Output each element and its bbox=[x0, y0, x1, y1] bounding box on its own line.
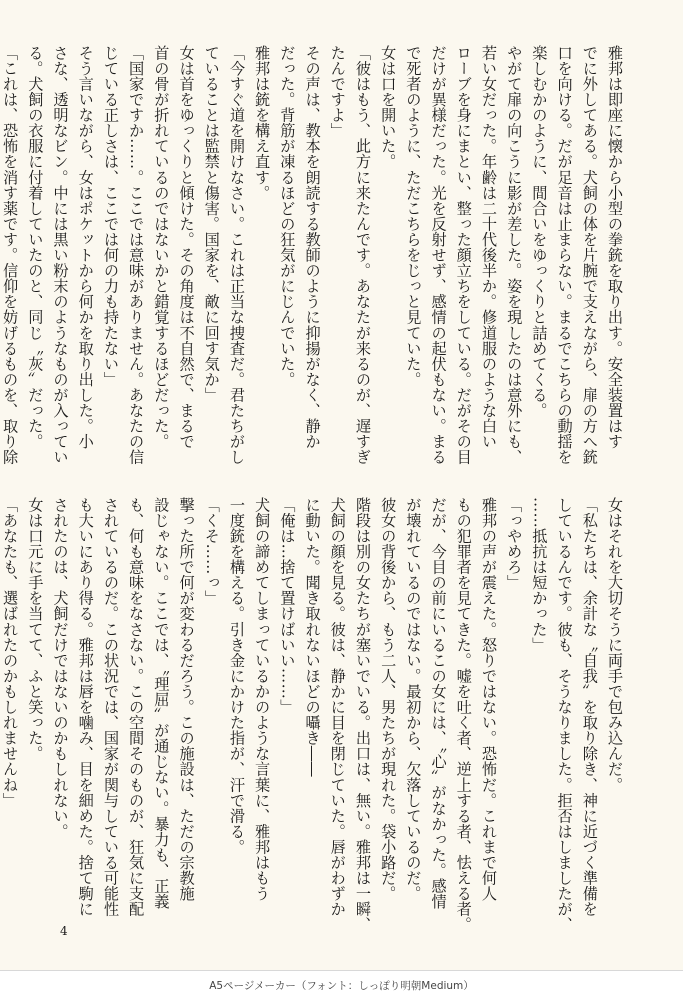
text-line: そう言いながら、女はポケットから何かを取り出した。小 bbox=[76, 45, 95, 450]
text-line: ていることは監禁と傷害。国家を、敵に回す気か」 bbox=[202, 45, 221, 403]
text-line: だった。背筋が凍るほどの狂気がにじんでいた。 bbox=[278, 45, 297, 388]
lower-text-block bbox=[0, 497, 627, 933]
text-line: 彼女の背後から、もう二人、男たちが現れた。袋小路だ。 bbox=[379, 497, 398, 902]
text-line: もの犯罪者を見てきた。嘘を吐く者、逆上する者、怯える者。 bbox=[454, 497, 473, 933]
text-line: 「俺は…捨て置けばいい……」 bbox=[278, 497, 297, 715]
text-line: 口を向ける。だが足音は止まらない。まるでこちらの動揺を bbox=[555, 45, 574, 465]
text-line: ローブを身にまとい、整った顔立ちをしている。だがその目 bbox=[454, 45, 473, 465]
text-line: だけが異様だった。光を反射せず、感情の起伏もない。まる bbox=[429, 45, 448, 465]
text-line: 「彼はもう、此方に来たんです。あなたが来るのが、遅すぎ bbox=[353, 45, 372, 465]
footer-divider bbox=[0, 970, 683, 971]
upper-text-block bbox=[0, 45, 627, 475]
text-line: も、何も意味をなさない。この空間そのものが、狂気に支配 bbox=[127, 497, 146, 917]
text-line: 楽しむかのように、間合いをゆっくりと詰めてくる。 bbox=[530, 45, 549, 419]
text-line: 一度銃を構える。引き金にかけた指が、汗で滑る。 bbox=[227, 497, 246, 855]
text-line: 女は首をゆっくりと傾けた。その角度は不自然で、まるで bbox=[177, 45, 196, 450]
text-line: その声は、教本を朗読する教師のように抑揚がなく、静か bbox=[303, 45, 322, 450]
text-line: さな、透明なビン。中には黒い粉末のようなものが入ってい bbox=[51, 45, 70, 465]
text-line: されているのだ。この状況では、国家が関与している可能性 bbox=[101, 497, 120, 917]
text-line: に動いた。聞き取れないほどの囁き―― bbox=[303, 497, 322, 777]
text-line: でに外してある。犬飼の体を片腕で支えながら、扉の方へ銃 bbox=[580, 45, 599, 465]
text-line: 階段は別の女たちが塞いでいる。出口は、無い。雅邦は一瞬、 bbox=[353, 497, 372, 933]
page-number: 4 bbox=[60, 924, 68, 938]
text-line: 女はそれを大切そうに両手で包み込んだ。 bbox=[606, 497, 624, 793]
text-line: 「私たちは、余計な〝自我〟を取り除き、神に近づく準備を bbox=[580, 497, 599, 917]
text-line: が壊れているのではない。最初から、欠落しているのだ。 bbox=[404, 497, 423, 902]
text-line: 雅邦は銃を構え直す。 bbox=[253, 45, 272, 201]
text-line: たんですよ」 bbox=[328, 45, 347, 139]
text-line: 首の骨が折れているのではないかと錯覚するほどだった。 bbox=[152, 45, 171, 450]
text-line: やがて扉の向こうに影が差した。姿を現したのは意外にも、 bbox=[505, 45, 524, 465]
text-line: しているんです。彼も、そうなりました。拒否はしましたが、 bbox=[555, 497, 574, 933]
text-line: 犬飼の諦めてしまっているかのような言葉に、雅邦はもう bbox=[253, 497, 272, 902]
text-line: 「くそ……っ」 bbox=[202, 497, 221, 606]
text-line: も大いにあり得る。雅邦は唇を噛み、目を細めた。捨て駒に bbox=[76, 497, 95, 917]
text-line: 「あなたも、選ばれたのかもしれませんね」 bbox=[1, 497, 20, 808]
text-line: 雅邦は即座に懐から小型の拳銃を取り出す。安全装置はす bbox=[606, 45, 624, 450]
text-line: で死者のように、ただこちらをじっと見ていた。 bbox=[404, 45, 423, 388]
text-line: 「っやめろ」 bbox=[505, 497, 524, 591]
text-line: る。犬飼の衣服に付着していたのと、同じ〝灰〟だった。 bbox=[26, 45, 45, 450]
text-line: 女は口元に手を当てて、ふと笑った。 bbox=[26, 497, 45, 762]
text-line: 設じゃない。ここでは、〝理屈〟が通じない。暴力も、正義 bbox=[152, 497, 171, 910]
text-line: 「国家ですか……。ここでは意味がありません。あなたの信 bbox=[127, 45, 146, 465]
text-line: 「これは、恐怖を消す薬です。信仰を妨げるものを、取り除 bbox=[1, 45, 20, 465]
text-line: じている正しさは、ここでは何の力も持たない」 bbox=[101, 45, 120, 388]
text-line: だが、今目の前にいるこの女には、〝心〟がなかった。感情 bbox=[429, 497, 448, 910]
text-line: ……抵抗は短かった」 bbox=[530, 497, 549, 653]
text-line: されたのは、犬飼だけではないのかもしれない。 bbox=[51, 497, 70, 840]
text-line: 若い女だった。年齢は二十代後半か。修道服のような白い bbox=[479, 45, 498, 450]
text-line: 女は口を開いた。 bbox=[379, 45, 398, 170]
text-line: 撃った所で何が変わるだろう。この施設は、ただの宗教施 bbox=[177, 497, 196, 902]
text-line: 「今すぐ道を開けなさい。これは正当な捜査だ。君たちがし bbox=[227, 45, 246, 465]
text-line: 犬飼の顔を見る。彼は、静かに目を閉じていた。唇がわずか bbox=[328, 497, 347, 917]
text-line: 雅邦の声が震えた。怒りではない。恐怖だ。これまで何人 bbox=[479, 497, 498, 902]
footer-caption: A5ページメーカー（フォント：しっぽり明朝Medium） bbox=[0, 972, 683, 1000]
